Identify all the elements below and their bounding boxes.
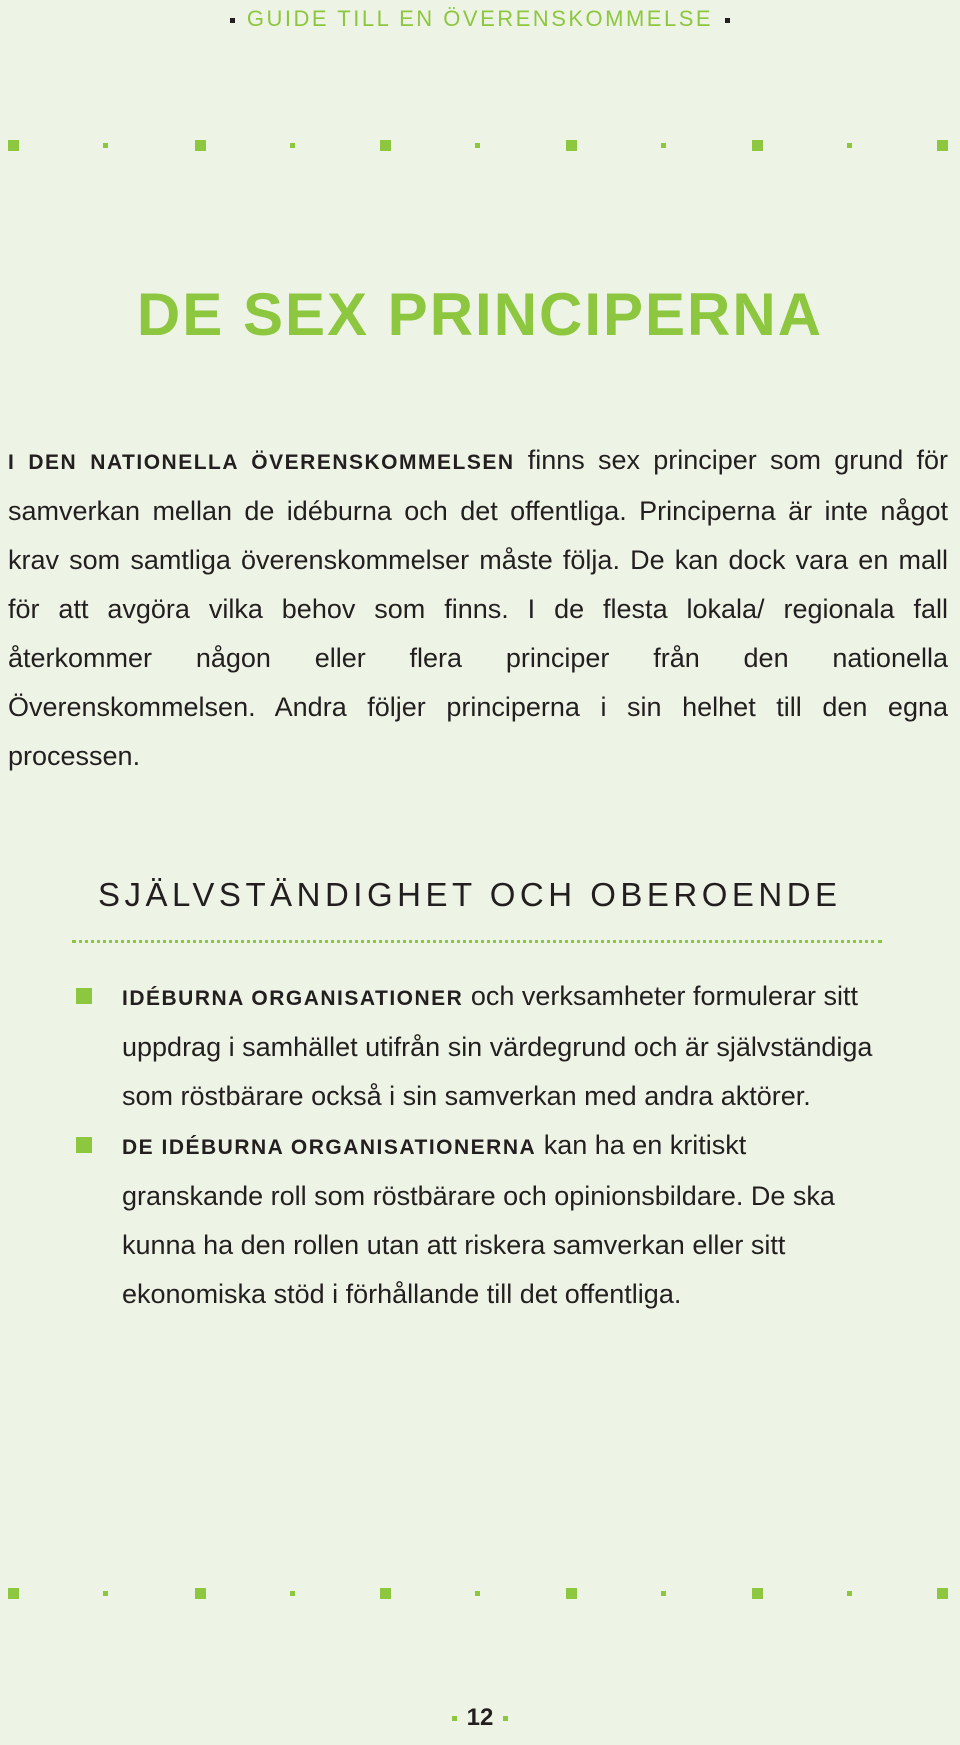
- page-number-value: 12: [466, 1704, 494, 1731]
- decorative-dot: [195, 1588, 206, 1599]
- bullet-text: kan ha en kritiskt granskande roll som röstbärare och opinionsbildare. De ska kunna ha den rollen utan att riskera samverkan eller sitt ekonomiska stöd i förhållande till det offentliga.: [122, 1130, 835, 1309]
- decorative-dot: [661, 143, 666, 148]
- decorative-dot: [8, 140, 19, 151]
- decorative-dot: [290, 143, 295, 148]
- bullet-lead: IDÉBURNA ORGANISATIONER: [122, 987, 464, 1010]
- intro-text: finns sex principer som grund för samverkan mellan de idéburna och det offentliga. Principerna är inte något krav som samtliga överenskommelser måste följa. De kan dock vara en mall för att avgöra vilka behov som finns. I de flesta lokala/ regionala fall återkommer någon eller flera principer från den nationella Överenskommelsen. Andra följer principerna i sin helhet till den egna processen.: [8, 445, 948, 771]
- decorative-dot: [566, 140, 577, 151]
- decorative-dot: [847, 1591, 852, 1596]
- running-title: GUIDE TILL EN ÖVERENSKOMMELSE: [246, 6, 714, 31]
- decorative-dot: [103, 1591, 108, 1596]
- decorative-dot: [475, 1591, 480, 1596]
- decorative-dot-row-bottom: [0, 1588, 960, 1602]
- bullet-text: och verksamheter formulerar sitt uppdrag i samhället utifrån sin värdegrund och är självständiga som röstbärare också i sin samverkan med andra aktörer.: [122, 981, 873, 1111]
- list-item: [76, 1121, 886, 1319]
- decorative-dot: [8, 1588, 19, 1599]
- decorative-dot: [290, 1591, 295, 1596]
- decorative-dot: [752, 140, 763, 151]
- decorative-dot: [752, 1588, 763, 1599]
- decorative-dot: [103, 143, 108, 148]
- page-number-square-left: [452, 1716, 457, 1721]
- dotted-divider: [72, 940, 882, 943]
- decorative-dot: [661, 1591, 666, 1596]
- decorative-dot: [566, 1588, 577, 1599]
- decorative-dot: [380, 140, 391, 151]
- intro-lead: I DEN NATIONELLA ÖVERENSKOMMELSEN: [8, 451, 515, 474]
- header-square-right: [725, 18, 730, 23]
- header-square-left: [230, 18, 235, 23]
- page-title: DE SEX PRINCIPERNA: [136, 281, 824, 348]
- decorative-dot: [937, 1588, 948, 1599]
- decorative-dot: [475, 143, 480, 148]
- decorative-dot: [937, 140, 948, 151]
- page-number-square-right: [503, 1716, 508, 1721]
- bullet-lead: DE IDÉBURNA ORGANISATIONERNA: [122, 1136, 537, 1159]
- page-number: [0, 1704, 960, 1732]
- decorative-dot: [380, 1588, 391, 1599]
- intro-paragraph: [8, 436, 948, 781]
- bullet-square-icon: [76, 1137, 92, 1153]
- bullet-list: [76, 972, 886, 1319]
- decorative-dot-row-top: [0, 140, 960, 154]
- decorative-dot: [195, 140, 206, 151]
- section-heading: SJÄLVSTÄNDIGHET OCH OBEROENDE: [98, 876, 842, 913]
- list-item: [76, 972, 886, 1121]
- running-header: [0, 6, 960, 32]
- decorative-dot: [847, 143, 852, 148]
- bullet-square-icon: [76, 988, 92, 1004]
